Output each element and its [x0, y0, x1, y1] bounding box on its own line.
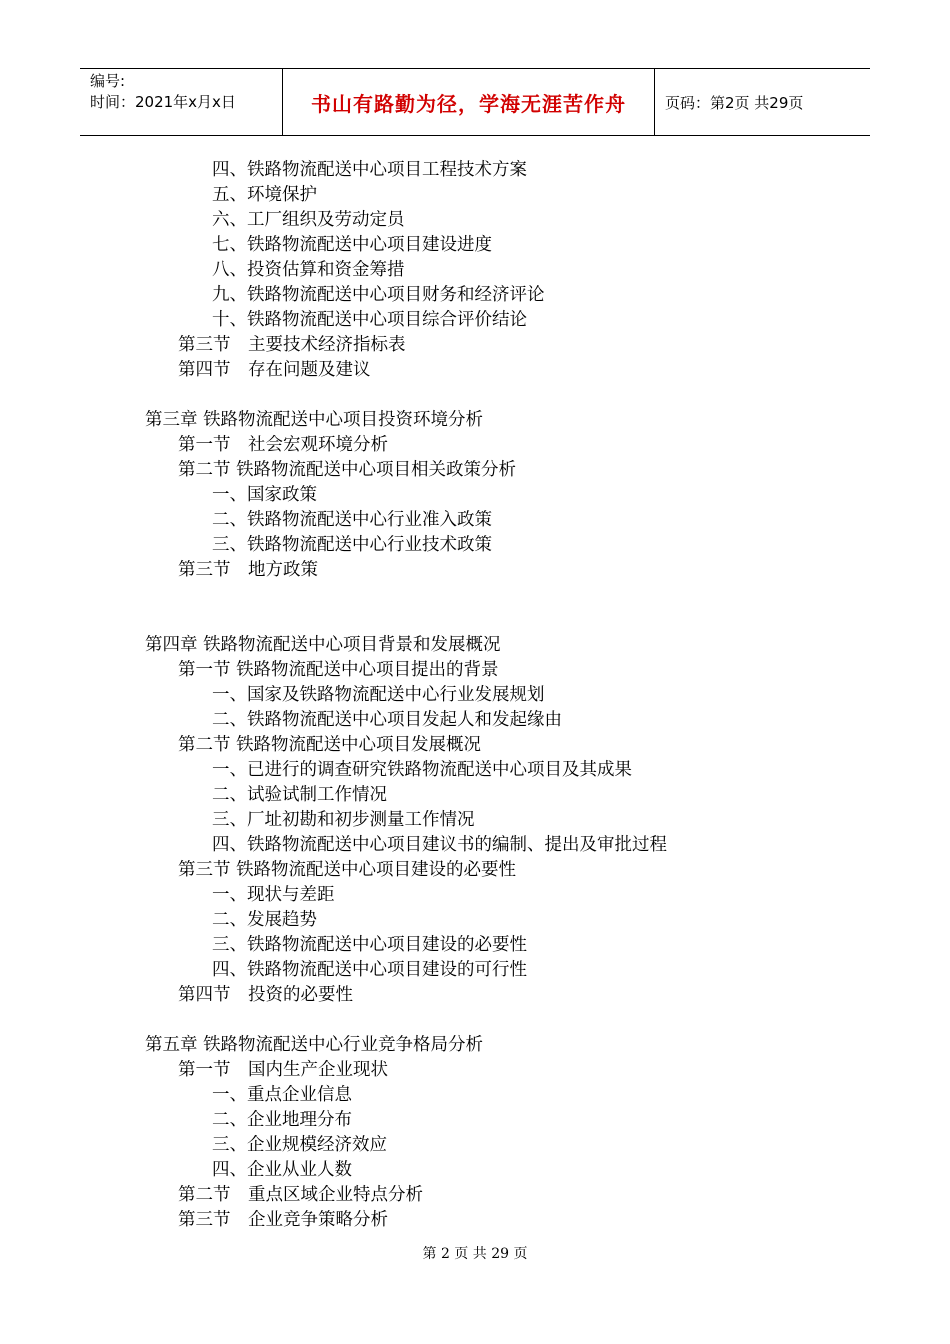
toc-subsection: 四、铁路物流配送中心项目工程技术方案 — [212, 160, 527, 180]
header-page-number: 页码：第2页 共29页 — [665, 93, 804, 112]
toc-chapter: 第四章 铁路物流配送中心项目背景和发展概况 — [145, 635, 501, 655]
page-header — [80, 68, 870, 136]
toc-subsection: 六、工厂组织及劳动定员 — [212, 210, 405, 230]
toc-subsection: 一、已进行的调查研究铁路物流配送中心项目及其成果 — [212, 760, 632, 780]
toc-section: 第一节 国内生产企业现状 — [178, 1060, 388, 1080]
toc-subsection: 一、国家及铁路物流配送中心行业发展规划 — [212, 685, 545, 705]
toc-subsection: 九、铁路物流配送中心项目财务和经济评论 — [212, 285, 545, 305]
document-time-label: 时间：2021年x月x日 — [90, 93, 236, 111]
toc-chapter: 第三章 铁路物流配送中心项目投资环境分析 — [145, 410, 484, 430]
toc-section: 第二节 重点区域企业特点分析 — [178, 1185, 423, 1205]
document-number-label: 编号: — [90, 72, 126, 90]
toc-chapter: 第五章 铁路物流配送中心行业竞争格局分析 — [145, 1035, 484, 1055]
toc-subsection: 三、厂址初勘和初步测量工作情况 — [212, 810, 475, 830]
toc-spacer — [0, 1008, 950, 1033]
toc-spacer — [0, 583, 950, 608]
toc-spacer — [0, 383, 950, 408]
toc-section: 第三节 地方政策 — [178, 560, 318, 580]
toc-section: 第三节 企业竞争策略分析 — [178, 1210, 388, 1230]
toc-subsection: 一、国家政策 — [212, 485, 317, 505]
toc-section: 第一节 社会宏观环境分析 — [178, 435, 388, 455]
toc-section: 第四节 存在问题及建议 — [178, 360, 371, 380]
table-of-contents — [0, 158, 950, 1233]
toc-subsection: 二、铁路物流配送中心项目发起人和发起缘由 — [212, 710, 562, 730]
toc-subsection: 二、试验试制工作情况 — [212, 785, 387, 805]
toc-subsection: 二、铁路物流配送中心行业准入政策 — [212, 510, 492, 530]
toc-subsection: 四、企业从业人数 — [212, 1160, 352, 1180]
header-meta — [80, 69, 282, 135]
toc-subsection: 四、铁路物流配送中心项目建议书的编制、提出及审批过程 — [212, 835, 667, 855]
page-footer: 第 2 页 共 29 页 — [422, 1246, 528, 1262]
toc-section: 第二节 铁路物流配送中心项目相关政策分析 — [178, 460, 517, 480]
toc-section: 第四节 投资的必要性 — [178, 985, 353, 1005]
toc-section: 第一节 铁路物流配送中心项目提出的背景 — [178, 660, 499, 680]
toc-subsection: 一、重点企业信息 — [212, 1085, 352, 1105]
toc-subsection: 二、企业地理分布 — [212, 1110, 352, 1130]
toc-subsection: 七、铁路物流配送中心项目建设进度 — [212, 235, 492, 255]
toc-subsection: 五、环境保护 — [212, 185, 317, 205]
toc-subsection: 二、发展趋势 — [212, 910, 317, 930]
toc-subsection: 四、铁路物流配送中心项目建设的可行性 — [212, 960, 527, 980]
header-motto: 书山有路勤为径，学海无涯苦作舟 — [282, 69, 655, 135]
toc-subsection: 三、企业规模经济效应 — [212, 1135, 387, 1155]
toc-subsection: 八、投资估算和资金筹措 — [212, 260, 405, 280]
toc-spacer — [0, 608, 950, 633]
toc-section: 第三节 铁路物流配送中心项目建设的必要性 — [178, 860, 517, 880]
toc-subsection: 三、铁路物流配送中心行业技术政策 — [212, 535, 492, 555]
toc-section: 第二节 铁路物流配送中心项目发展概况 — [178, 735, 482, 755]
toc-subsection: 三、铁路物流配送中心项目建设的必要性 — [212, 935, 527, 955]
toc-section: 第三节 主要技术经济指标表 — [178, 335, 406, 355]
toc-subsection: 一、现状与差距 — [212, 885, 335, 905]
toc-subsection: 十、铁路物流配送中心项目综合评价结论 — [212, 310, 527, 330]
